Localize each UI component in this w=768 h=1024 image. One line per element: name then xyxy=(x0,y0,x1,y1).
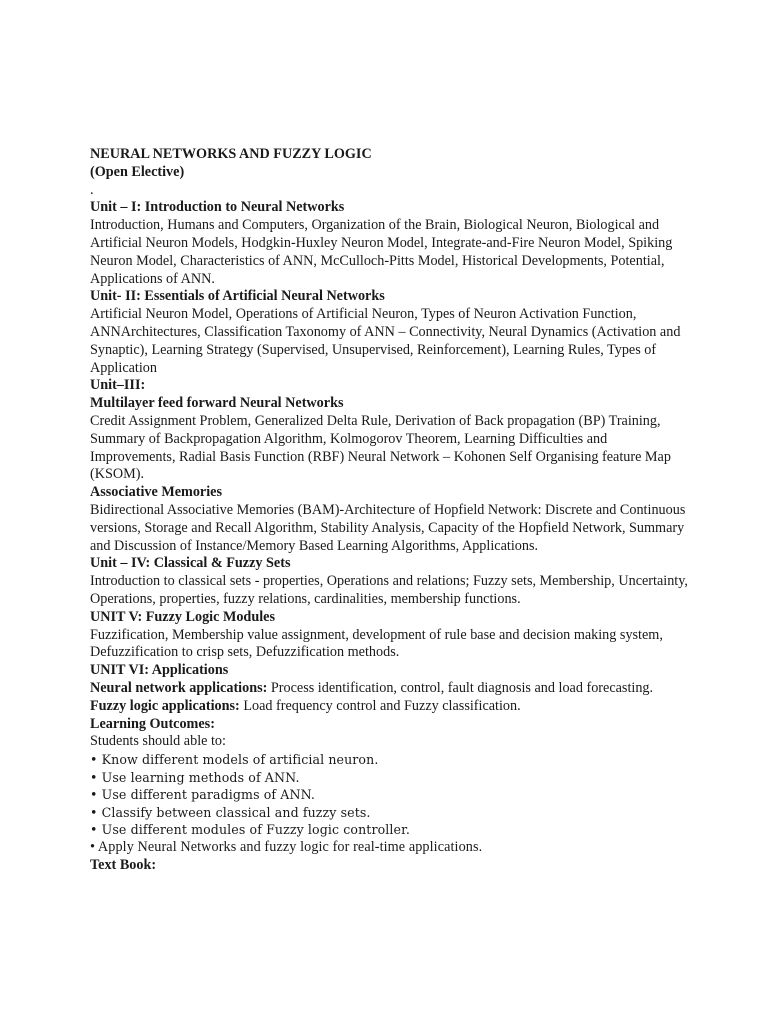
course-title: NEURAL NETWORKS AND FUZZY LOGIC xyxy=(90,146,372,162)
unit-2-heading: Unit- II: Essentials of Artificial Neural Networks xyxy=(90,288,385,305)
unit-4-body: Introduction to classical sets - properties, Operations and relations; Fuzzy sets, Membership, Uncertainty, Operations, properties, fuzzy relations, cardinalities, membership functions. xyxy=(90,573,688,607)
list-item: • Use learning methods of ANN. xyxy=(90,769,300,785)
syllabus-content xyxy=(90,146,690,874)
unit-6-app-neural xyxy=(90,680,690,698)
neural-app-text: Process identification, control, fault diagnosis and load forecasting. xyxy=(267,679,654,696)
list-item: • Use different modules of Fuzzy logic controller. xyxy=(90,822,410,838)
outcomes-list xyxy=(90,751,690,857)
unit-2-body: Artificial Neuron Model, Operations of Artificial Neuron, Types of Neuron Activation Function, ANNArchitectures, Classification Taxonomy of ANN – Connectivity, Neural Dynamics (Activation and Synaptic), Learning Strategy (Supervised, Unsupervised, Reinforcement), Learning Rules, Types of Application xyxy=(90,306,681,376)
fuzzy-app-label: Fuzzy logic applications: xyxy=(90,697,240,714)
unit-3-subheading: Multilayer feed forward Neural Networks xyxy=(90,395,344,412)
unit-5-body: Fuzzification, Membership value assignment, development of rule base and decision making system, Defuzzification to crisp sets, Defuzzification methods. xyxy=(90,626,663,661)
neural-app-label: Neural network applications: xyxy=(90,679,268,696)
unit-5-heading: UNIT V: Fuzzy Logic Modules xyxy=(90,608,275,625)
fuzzy-app-text: Load frequency control and Fuzzy classification. xyxy=(239,697,521,714)
unit-1-body: Introduction, Humans and Computers, Organization of the Brain, Biological Neuron, Biological and Artificial Neuron Models, Hodgkin-Huxley Neuron Model, Integrate-and-Fire Neuron Model, Spiking Neuron Model, Characteristics of ANN, McCulloch-Pitts Model, Historical Developments, Potential, Applications of ANN. xyxy=(90,217,673,287)
outcomes-heading: Learning Outcomes: xyxy=(90,715,215,732)
unit-4-heading: Unit – IV: Classical & Fuzzy Sets xyxy=(90,555,291,572)
course-subtitle: (Open Elective) xyxy=(90,163,185,180)
unit-3-subheading-associative: Associative Memories xyxy=(90,484,222,501)
unit-3-body-associative: Bidirectional Associative Memories (BAM)-Architecture of Hopfield Network: Discrete and Continuous versions, Storage and Recall Algorithm, Stability Analysis, Capacity of the Hopfield Network, Summary and Discussion of Instance/Memory Based Learning Algorithms, Applications. xyxy=(90,501,686,554)
list-item: • Apply Neural Networks and fuzzy logic for real-time applications. xyxy=(90,839,483,856)
unit-6-heading: UNIT VI: Applications xyxy=(90,662,229,679)
separator-dot: . xyxy=(90,181,94,198)
unit-3-heading: Unit–III: xyxy=(90,377,146,394)
list-item: • Classify between classical and fuzzy sets. xyxy=(90,804,371,820)
unit-6-app-fuzzy xyxy=(90,698,690,716)
unit-3-body: Credit Assignment Problem, Generalized Delta Rule, Derivation of Back propagation (BP) Training, Summary of Backpropagation Algorithm, Kolmogorov Theorem, Learning Difficulties and Improvements, Radial Basis Function (RBF) Neural Network – Kohonen Self Organising feature Map (KSOM). xyxy=(90,412,671,483)
list-item: • Use different paradigms of ANN. xyxy=(90,787,316,803)
textbook-heading: Text Book: xyxy=(90,856,157,873)
outcomes-intro: Students should able to: xyxy=(90,733,226,750)
unit-1-heading: Unit – I: Introduction to Neural Networks xyxy=(90,199,345,216)
list-item: • Know different models of artificial neuron. xyxy=(90,752,379,768)
